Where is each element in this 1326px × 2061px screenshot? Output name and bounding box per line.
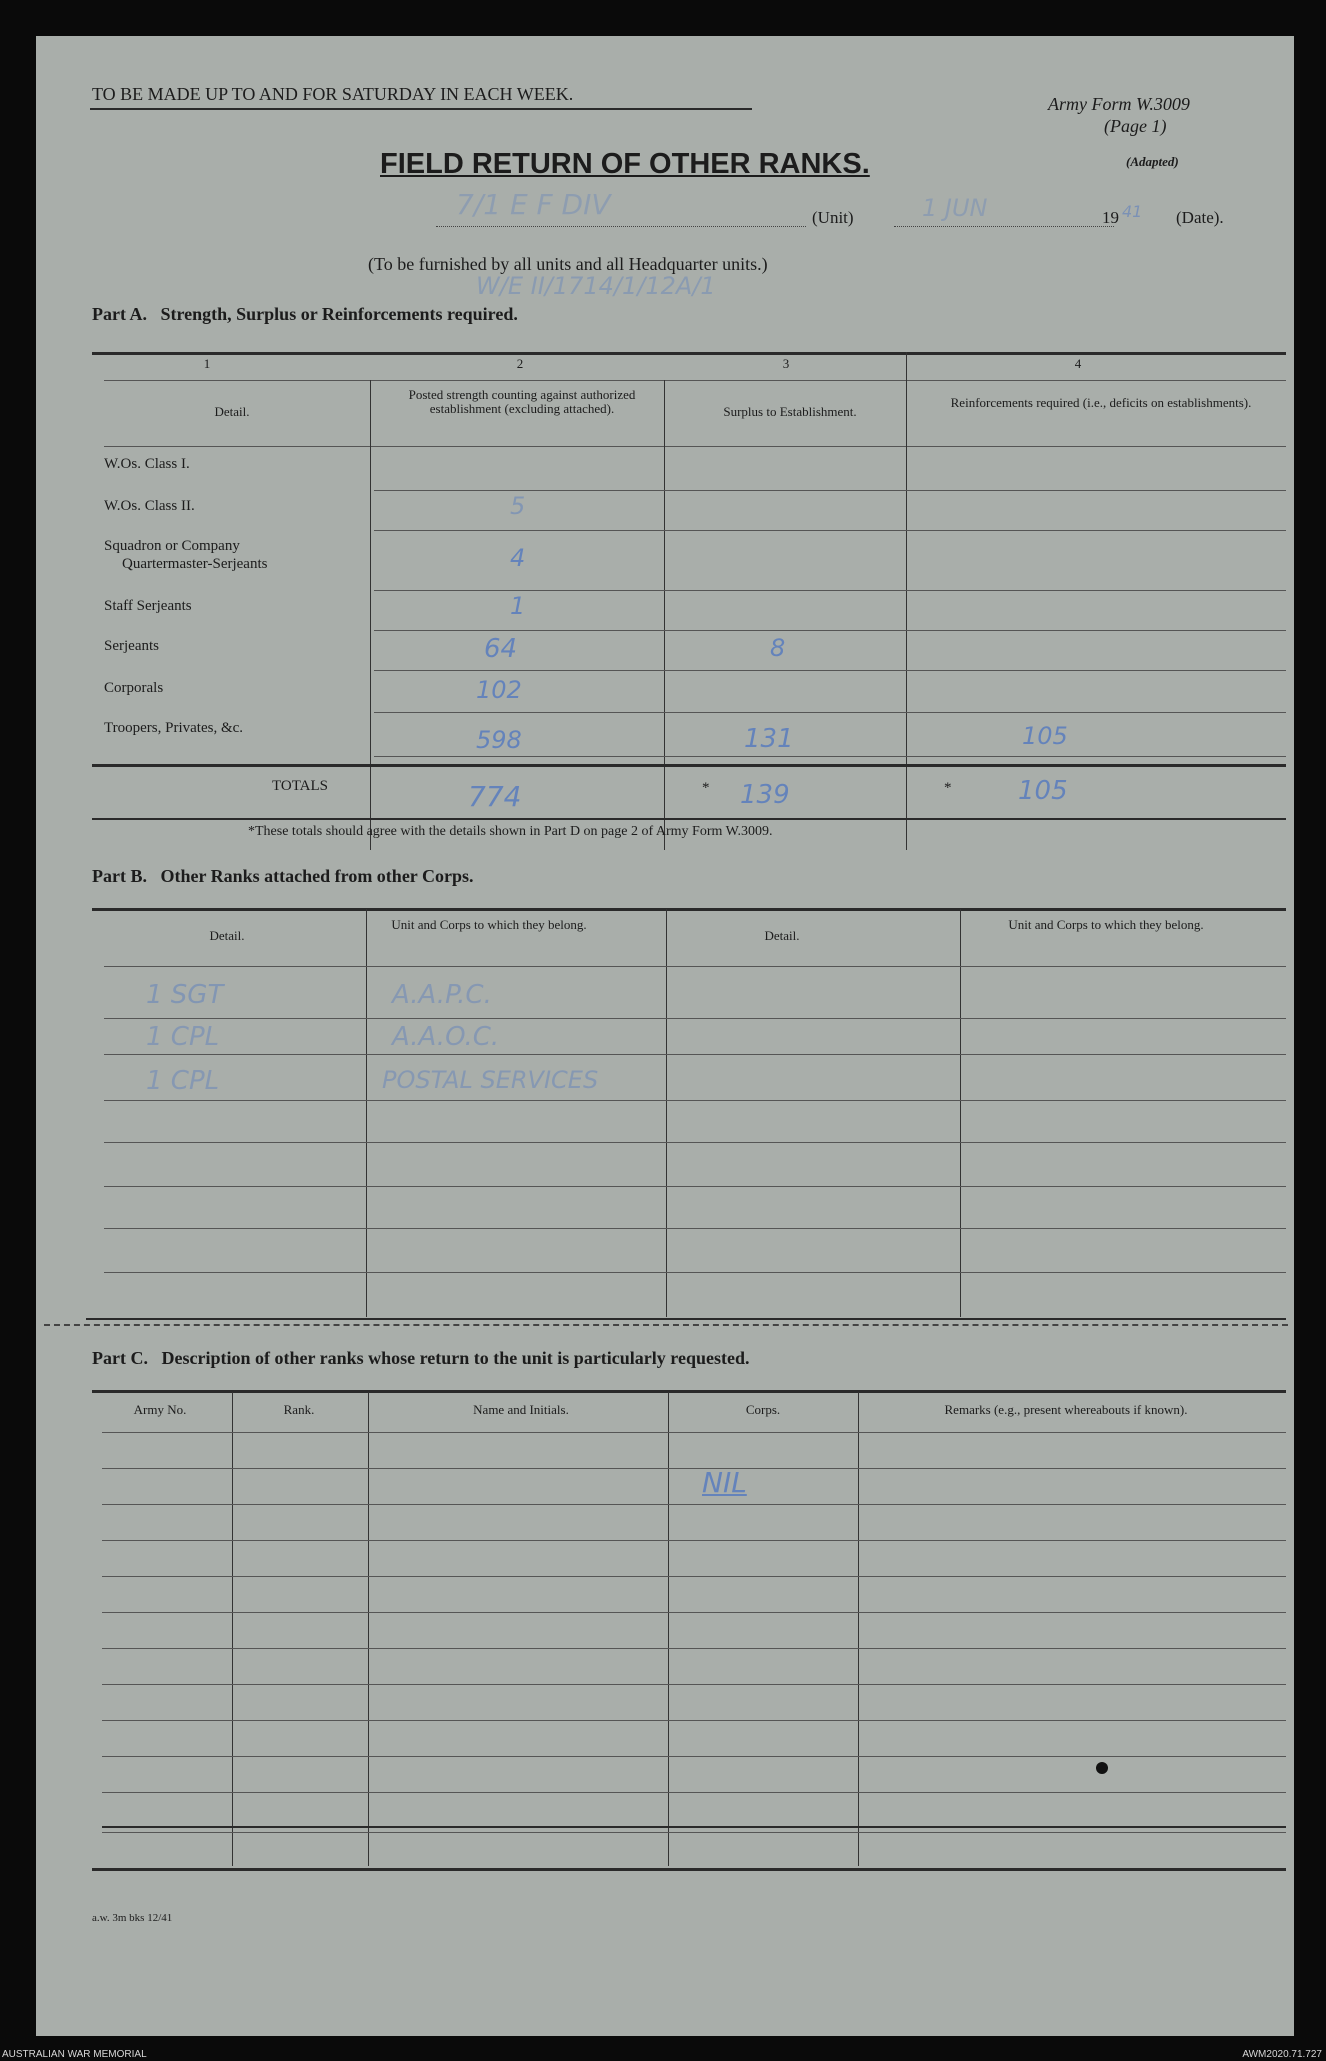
unit-handwriting: 7/1 E F DIV [456, 188, 611, 221]
part-b-col-rule-3 [960, 909, 961, 1317]
print-code: a.w. 3m bks 12/41 [92, 1912, 173, 1924]
part-b-detail: 1 SGT [146, 980, 224, 1010]
date-label: (Date). [1176, 208, 1224, 227]
part-b-top-rule [92, 908, 1286, 911]
part-c-row-rule [102, 1612, 1286, 1613]
part-b-col-header: Detail. [764, 928, 800, 943]
form-title: FIELD RETURN OF OTHER RANKS. [380, 148, 870, 180]
part-b-col-header: Unit and Corps to which they belong. [1008, 917, 1204, 932]
tear-line [44, 1324, 1288, 1326]
part-b-col-rule-2 [666, 909, 667, 1317]
part-b-col-header: Unit and Corps to which they belong. [391, 917, 587, 932]
part-b-row-rule [104, 1228, 1286, 1229]
part-a-row-label: Squadron or Company [104, 538, 240, 554]
part-b-unit: POSTAL SERVICES [382, 1066, 599, 1094]
part-c-col-header: Name and Initials. [473, 1402, 569, 1417]
part-a-row-label: Staff Serjeants [104, 598, 192, 614]
part-b-row-rule [104, 1272, 1286, 1273]
part-c-row-rule [102, 1792, 1286, 1793]
row-rule [374, 670, 1286, 671]
part-b-detail: 1 CPL [146, 1066, 220, 1096]
totals-footnote: *These totals should agree with the details shown in Part D on page 2 of Army Form W.3009. [248, 824, 773, 839]
form-number: Army Form W.3009 [1048, 94, 1190, 114]
page-number: (Page 1) [1104, 116, 1167, 136]
part-c-row-rule [102, 1576, 1286, 1577]
part-b-unit: A.A.P.C. [392, 980, 492, 1010]
posted-value: 598 [476, 726, 522, 754]
part-b-unit: A.A.O.C. [392, 1022, 500, 1052]
totals-surplus: 139 [740, 780, 790, 810]
part-c-heading: Part C. Description of other ranks whose return to the unit is particularly requested. [92, 1348, 750, 1368]
posted-value: 5 [510, 492, 526, 520]
archive-caption-right: AWM2020.71.727 [1242, 2049, 1322, 2060]
part-b-col-header: Detail. [209, 928, 245, 943]
part-c-row-rule [102, 1832, 1286, 1833]
totals-reinforcements: 105 [1018, 776, 1068, 806]
part-b-row-rule [104, 1186, 1286, 1187]
archive-caption-left: AUSTRALIAN WAR MEMORIAL [2, 2049, 147, 2060]
totals-posted: 774 [468, 780, 522, 813]
adapted-label: (Adapted) [1126, 154, 1179, 169]
col-number-1: 1 [203, 356, 211, 371]
row-rule [374, 712, 1286, 713]
reinforcements-value: 105 [1022, 722, 1068, 750]
col-number-2: 2 [516, 356, 524, 371]
part-c-row-rule [102, 1540, 1286, 1541]
part-c-row-rule [102, 1432, 1286, 1433]
we-handwriting: W/E II/1714/1/12A/1 [476, 272, 716, 300]
part-c-row-rule [102, 1720, 1286, 1721]
part-a-header-rule [104, 446, 1286, 447]
row-rule [374, 756, 1286, 757]
part-a-top-rule [92, 352, 1286, 355]
date-field[interactable] [894, 226, 1114, 227]
totals-reinf-star: * [944, 780, 952, 796]
totals-top-rule [92, 764, 1286, 767]
date-handwriting: 1 JUN [922, 194, 988, 222]
part-c-col-header: Corps. [745, 1402, 781, 1417]
part-a-row-label: Troopers, Privates, &c. [104, 720, 244, 736]
furnished-note: (To be furnished by all units and all Headquarter units.) [368, 254, 768, 274]
col-header-detail: Detail. [214, 404, 250, 419]
part-c-row-rule [102, 1684, 1286, 1685]
part-c-row-rule [102, 1468, 1286, 1469]
part-c-col-header: Rank. [283, 1402, 315, 1417]
part-c-row-rule [102, 1504, 1286, 1505]
row-rule [374, 490, 1286, 491]
posted-value: 64 [484, 634, 518, 664]
part-c-col-rule-3 [668, 1392, 669, 1866]
part-b-row-rule [104, 1100, 1286, 1101]
year-handwriting: 41 [1122, 202, 1143, 221]
col-number-3: 3 [782, 356, 790, 371]
part-b-col-rule-1 [366, 909, 367, 1317]
unit-label: (Unit) [812, 208, 854, 227]
part-a-row-label: Serjeants [104, 638, 159, 654]
part-b-detail: 1 CPL [146, 1022, 220, 1052]
part-b-row-rule [104, 1054, 1286, 1055]
part-b-heading: Part B. Other Ranks attached from other Corps. [92, 866, 474, 886]
part-c-double-rule [102, 1826, 1286, 1828]
part-c-col-header: Army No. [133, 1402, 187, 1417]
part-c-row-rule [102, 1648, 1286, 1649]
form-page [36, 36, 1294, 2036]
row-rule [374, 530, 1286, 531]
part-c-nil: NIL [702, 1466, 747, 1499]
part-a-row-label: W.Os. Class II. [104, 498, 195, 514]
part-a-row-label: W.Os. Class I. [104, 456, 190, 472]
part-c-top-rule [92, 1390, 1286, 1393]
top-instruction: TO BE MADE UP TO AND FOR SATURDAY IN EACH WEEK. [92, 84, 574, 104]
surplus-value: 131 [744, 724, 794, 754]
part-c-col-rule-2 [368, 1392, 369, 1866]
col-header-surplus: Surplus to Establishment. [723, 404, 857, 419]
part-a-col-rule-2 [664, 380, 665, 850]
part-b-row-rule [104, 966, 1286, 967]
part-c-col-header: Remarks (e.g., present whereabouts if known). [944, 1402, 1188, 1417]
part-a-number-rule [104, 380, 1286, 381]
row-rule [374, 630, 1286, 631]
part-a-col-rule-3 [906, 352, 907, 850]
part-a-heading: Part A. Strength, Surplus or Reinforcements required. [92, 304, 518, 324]
part-a-row-label-cont: Quartermaster-Serjeants [122, 556, 268, 572]
part-c-col-rule-4 [858, 1392, 859, 1866]
totals-surplus-star: * [702, 780, 710, 796]
paper-blemish [1096, 1762, 1108, 1774]
part-c-row-rule [102, 1756, 1286, 1757]
surplus-value: 8 [770, 634, 786, 662]
part-c-bottom-rule [92, 1868, 1286, 1871]
col-header-reinforcements: Reinforcements required (i.e., deficits on establishments). [950, 395, 1252, 410]
totals-label: TOTALS [272, 778, 329, 794]
row-rule [374, 590, 1286, 591]
part-a-col-rule-1 [370, 380, 371, 850]
posted-value: 4 [510, 544, 526, 572]
posted-value: 1 [510, 592, 526, 620]
totals-bottom-rule [92, 818, 1286, 820]
part-b-row-rule [104, 1142, 1286, 1143]
posted-value: 102 [476, 676, 522, 704]
part-b-row-rule [104, 1018, 1286, 1019]
top-instruction-underline [90, 108, 752, 110]
part-c-col-rule-1 [232, 1392, 233, 1866]
col-header-posted: Posted strength counting against authorized establishment (excluding attached). [408, 387, 636, 416]
part-b-bottom-rule [86, 1318, 1286, 1320]
part-a-row-label: Corporals [104, 680, 164, 696]
year-prefix: 19 [1102, 208, 1119, 227]
unit-field[interactable] [436, 226, 806, 227]
col-number-4: 4 [1074, 356, 1082, 371]
